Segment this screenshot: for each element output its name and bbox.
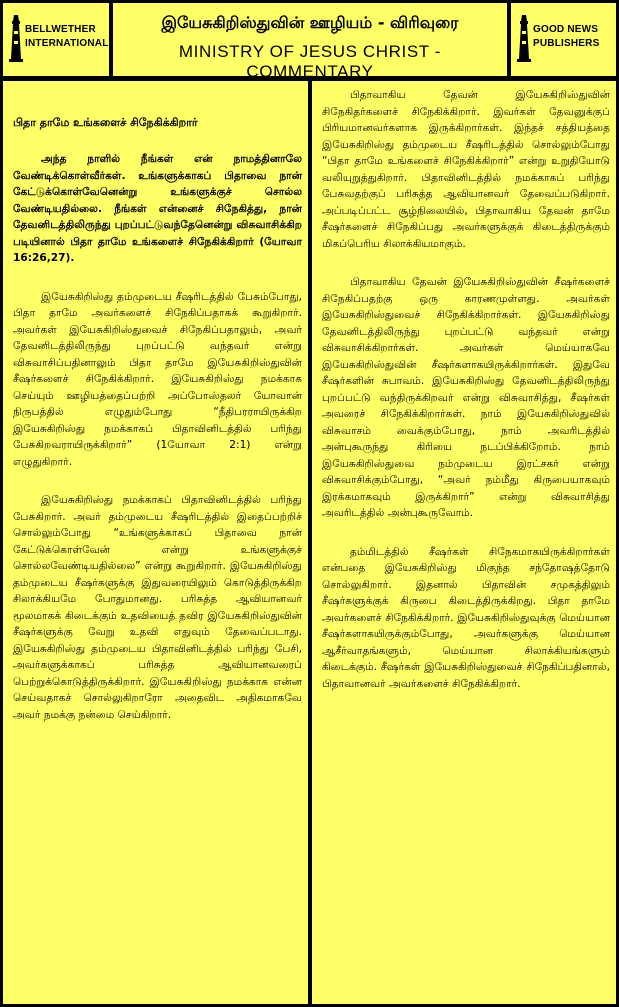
paragraph: தம்மிடத்தில் சீஷர்கள் சிநேகமாகயிருக்கிறார்கள் என்பதை இயேசுகிறிஸ்து மிகுந்த சந்தோஷத்தோடு சொல்லுகிறார். இதனால் பிதாவின் சமுகத்திலும் சீஷர்களுக்குக் கிருபை கிடைத்திருக்கிறது. பிதா தாமே அவர்களைச் சிநேகிக்கிறார். இயேசுகிறிஸ்துவுக்கு மெய்யான சீஷர்களாகயிருக்கும்போது, அவர்களுக்கு மெய்யான ஆசீர்வாதங்களும், மெய்யான சிலாக்கியங்களும் கிடைக்கும். சீஷர்கள் இயேசுகிறிஸ்துவைச் சிநேகிப்பதினால், பிதாவானவர் அவர்களைச் சிநேகிக்கிறார்.: [322, 545, 610, 690]
scripture-quote: அந்த நாளில் நீங்கள் என் நாமத்தினாலே வேண்டிக்கொள்வீர்கள். உங்களுக்காகப் பிதாவை நான் கேட்டுக்கொள்வேனென்று உங்களுக்குச் சொல்ல வேண்டியதில்லை. நீங்கள் என்னைச் சிநேகித்து, நான் தேவனிடத்திலிருந்து புறப்பட்டுவந்தேனென்று விசுவாசிக்கிற படியினால் பிதா தாமே உங்களைச் சிநேகிக்கிறார் (யோவா 16:26,27).: [13, 153, 302, 264]
paragraph: இயேசுகிறிஸ்து நமக்காகப் பிதாவினிடத்தில் பரிந்து பேசுகிறார். அவர் தம்முடைய சீஷரிடத்தில் இதைப்பற்றிச் சொல்லும்போது “உங்களுக்காகப் பிதாவை நான் கேட்டுக்கொள்வேன் என்று உங்களுக்குச் சொல்லவேண்டியதில்லை” என்று கூறுகிறார். இயேசுகிறிஸ்து தம்முடைய சீஷர்களுக்கு இதுவரையிலும் கொடுத்திருக்கிற சிலாக்கியமே போதுமானது. பரிசுத்த ஆவியானவர் மூலமாகக் கிடைக்கும் உதவியைத் தவிர இயேசுகிறிஸ்துவின் சீஷர்களுக்கு வேறு உதவி எதுவும் தேவைப்படாது. இயேசுகிறிஸ்து தம்முடைய பிதாவினிடத்தில் பரிந்து பேசி, அவர்களுக்காகப் பரிசுத்த ஆவியானவரைப் பெற்றுக்கொடுத்திருக்கிறார். இயேசுகிறிஸ்து நமக்காக என்ன செய்வதாகச் சொல்லுகிறாரோ அதைவிட அதிகமாகவே அவர் நமக்கு நன்மை செய்கிறார்.: [13, 494, 302, 721]
page-title-tamil: இயேசுகிறிஸ்துவின் ஊழியம் - விரிவுரை: [161, 13, 459, 32]
paragraph: பிதாவாகிய தேவன் இயேசுகிறிஸ்துவின் சிநேகிதர்களைச் சிநேகிக்கிறார். இவர்கள் தேவனுக்குப் பிரியமானவர்களாக இருக்கிறார்கள். இந்தச் சத்தியத்தை இயேசுகிறிஸ்து தம்முடைய சீஷரிடத்தில் சொல்லும்போது “பிதா தாமே உங்களைச் சிநேகிக்கிறார்” என்று உறுதியோடு வலியுறுத்துகிறார். பிதாவினிடத்தில் நமக்காகப் பரிந்து பேசுவதற்குப் பரிசுத்த ஆவியானவர் தேவைப்படுகிறார். அப்படிப்பட்ட சூழ்நிலையில், பிதாவாகிய தேவன் தாமே சீஷர்களைச் சிநேகிப்பது அவர்களுக்குக் கிடைத்திருக்கும் மிகப்பெரிய சிலாக்கியமாகும்.: [322, 89, 610, 250]
bellwether-logo-box: [3, 3, 109, 76]
article-column-left: [3, 81, 308, 1004]
lighthouse-icon: [517, 13, 531, 63]
paragraph: பிதாவாகிய தேவன் இயேசுகிறிஸ்துவின் சீஷர்களைச் சிநேகிப்பதற்கு ஒரு காரணமுள்ளது. அவர்கள் இயேசுகிறிஸ்துவைச் சிநேகிக்கிறார்கள். இயேசுகிறிஸ்து தேவனிடத்திலிருந்து புறப்பட்டு வந்தவர் என்று விசுவாசிக்கிறார்கள். அவர்கள் மெய்யாகவே இயேசுகிறிஸ்துவின் சீஷர்களாகயிருக்கிறார்கள். இதுவே சீஷர்களின் சுபாவம். இயேசுகிறிஸ்து தேவனிடத்திலிருந்து புறப்பட்டு வந்திருக்கிறவர் என்று விசுவாசித்து, சீஷர்கள் அவரைச் சிநேகிக்கிறார்கள். நாம் இயேசுகிறிஸ்துவில் விசுவாசம் வைக்கும்போது, நாம் அவரிடத்தில் அன்புகூருந்து கிரியை நடப்பிக்கிறோம். நாம் இயேசுகிறிஸ்துவை நம்முடைய இரட்சகர் என்று விசுவாசிக்கும்போது, “அவர் நம்மீது கிருபையாகவும் இரக்கமாகவும் இருக்கிறார்” என்று விசுவாசித்து அவரிடத்தில் அன்புகூருவோம்.: [322, 276, 610, 519]
page-title-english: MINISTRY OF JESUS CHRIST - COMMENTARY: [178, 42, 442, 81]
article-heading: பிதா தாமே உங்களைச் சிநேகிக்கிறார்: [13, 116, 198, 129]
bellwether-logo-text: BELLWETHER INTERNATIONAL: [25, 24, 109, 49]
paragraph: இயேசுகிறிஸ்து தம்முடைய சீஷரிடத்தில் பேசும்போது, பிதா தாமே அவர்களைச் சிநேகிப்பதாகக் கூறுகிறார். அவர்கள் இயேசுகிறிஸ்துவைச் சிநேகிப்பதாலும், அவர் தேவனிடத்திலிருந்து புறப்பட்டு வந்தவர் என்று விசுவாசிப்பதினாலும் பிதா தாமே இயேசுகிறிஸ்துவின் சீஷர்களைச் சிநேகிக்கிறார். இயேசுகிறிஸ்து நமக்காக செய்யும் ஊழியத்தைப்பற்றி அப்போஸ்தலர் யோவான் நிருபத்தில் எழுதும்போது “நீதிபரராயிருக்கிற இயேசுகிறிஸ்து நமக்காகப் பிதாவினிடத்தில் பரிந்து பேசுகிறவராயிருக்கிறார்” (1யோவா 2:1) என்று எழுதுகிறார்.: [13, 290, 302, 468]
article-column-right: [312, 81, 616, 1004]
lighthouse-icon: [9, 13, 23, 63]
page-title-box: [113, 3, 507, 81]
good-news-logo-text: GOOD NEWS PUBLISHERS: [533, 24, 600, 49]
good-news-logo-box: [511, 3, 616, 76]
